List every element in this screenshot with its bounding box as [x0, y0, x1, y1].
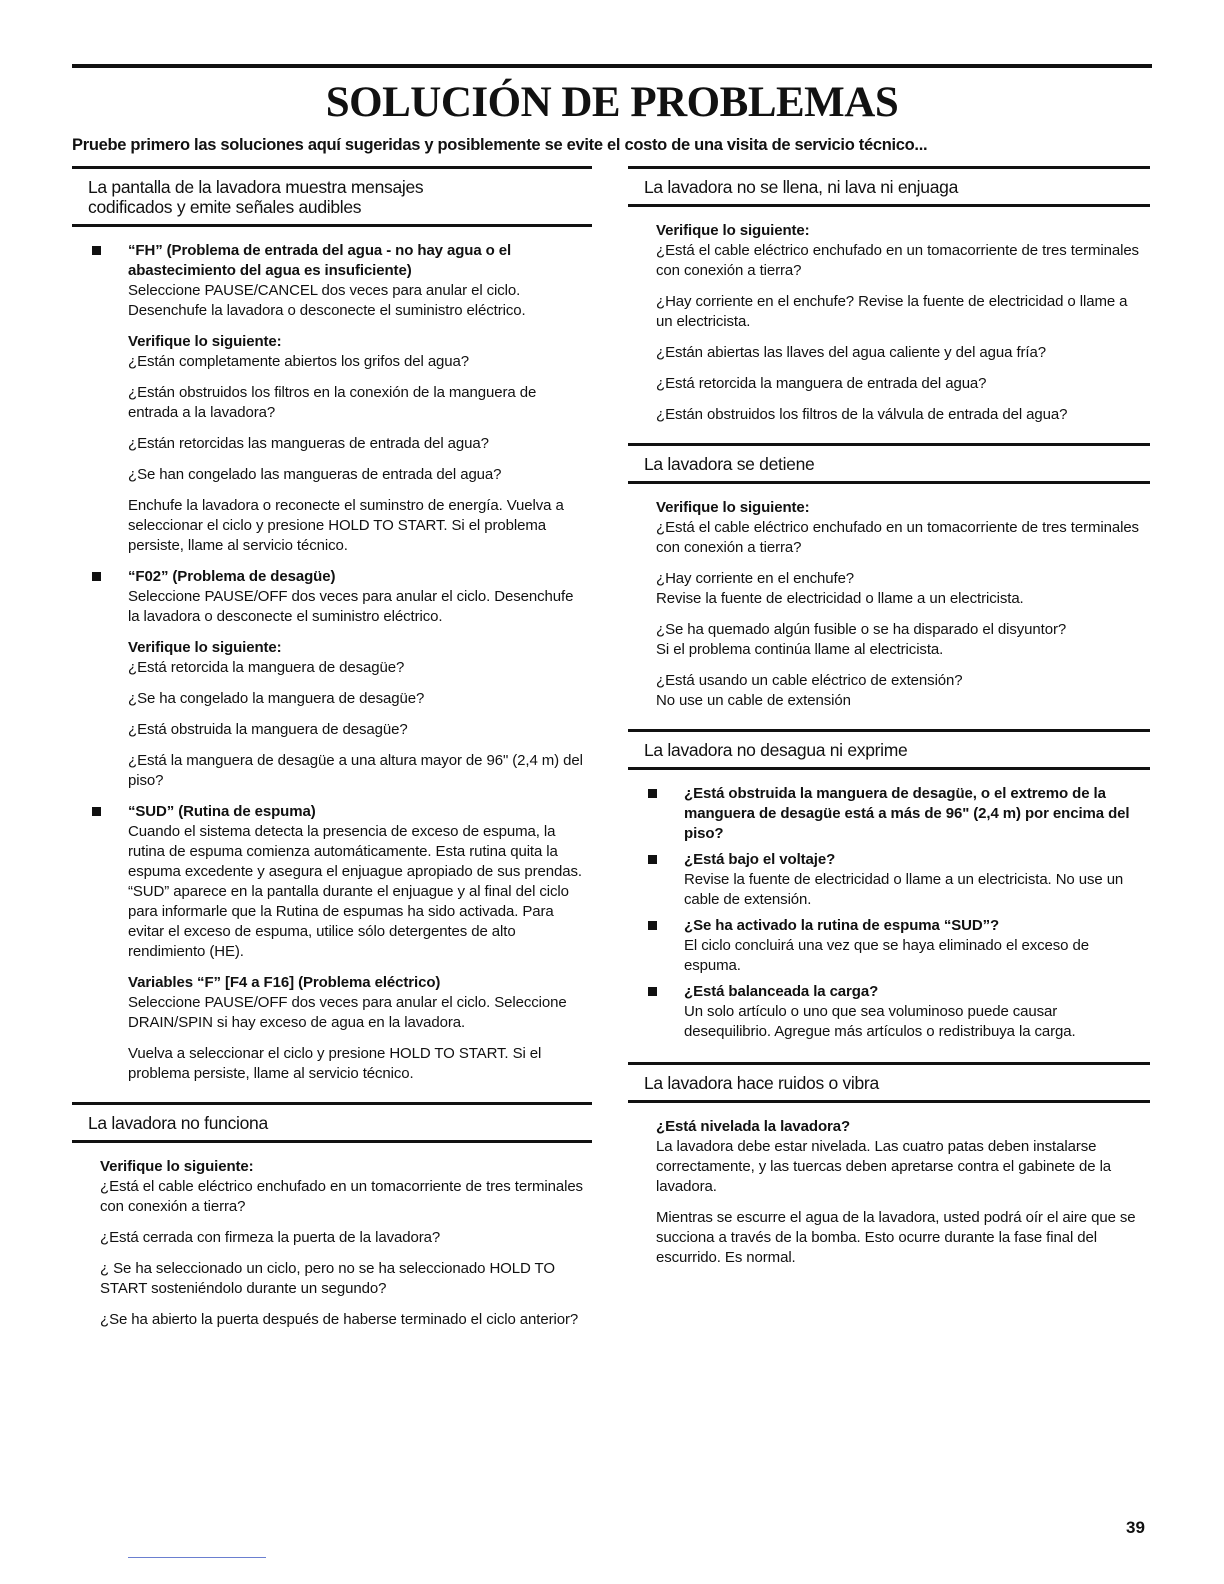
footer-link-line [128, 1557, 266, 1558]
answer: Si el problema continúa llame al electricista. [656, 641, 944, 658]
paragraph: Vuelva a seleccionar el ciclo y presione HOLD TO START. Si el problema persiste, llame al servicio técnico. [128, 1045, 542, 1082]
question: ¿Se han congelado las mangueras de entrada del agua? [128, 466, 502, 483]
question: ¿Está el cable eléctrico enchufado en un tomacorriente de tres terminales con conexión a tierra? [656, 519, 1139, 556]
section-body [628, 770, 1150, 1042]
answer: Revise la fuente de electricidad o llame a un electricista. [656, 590, 1024, 607]
section-no-drain [628, 729, 1150, 1042]
right-column [628, 166, 1150, 1279]
top-rule [72, 64, 1152, 68]
section-spacer [628, 425, 1150, 443]
section-spacer [628, 711, 1150, 729]
paragraph: Seleccione PAUSE/OFF dos veces para anular el ciclo. Desenchufe la lavadora o desconecte el suministro eléctrico. [128, 588, 574, 625]
question: ¿Se ha abierto la puerta después de haberse terminado el ciclo anterior? [100, 1311, 579, 1328]
bullet-square-icon [648, 987, 657, 996]
intro-text: Pruebe primero las soluciones aquí sugeridas y posiblemente se evite el costo de una visita de servicio técnico... [72, 136, 928, 154]
section-no-fill [628, 166, 1150, 425]
heading-line: codificados y emite señales audibles [88, 197, 362, 217]
bullet-title: ¿Está bajo el voltaje? [684, 851, 836, 868]
bullet-title: “F02” (Problema de desagüe) [128, 568, 336, 585]
bullet-item [656, 982, 1142, 1042]
section-body [72, 227, 592, 1084]
paragraph: Seleccione PAUSE/CANCEL dos veces para anular el ciclo. Desenchufe la lavadora o desconecte el suministro eléctrico. [128, 282, 526, 319]
question: ¿Está obstruida la manguera de desagüe? [128, 721, 408, 738]
section-heading: La lavadora no desagua ni exprime [628, 729, 1150, 770]
left-column [72, 166, 592, 1341]
section-body [628, 1103, 1150, 1268]
paragraph: El ciclo concluirá una vez que se haya eliminado el exceso de espuma. [684, 937, 1089, 974]
bullet-title: “SUD” (Rutina de espuma) [128, 803, 316, 820]
question: ¿Hay corriente en el enchufe? [656, 570, 855, 587]
question: ¿Está usando un cable eléctrico de extensión? [656, 672, 963, 689]
section-not-working [72, 1102, 592, 1330]
paragraph: Cuando el sistema detecta la presencia de exceso de espuma, la rutina de espuma comienza automáticamente. Esta rutina quita la espuma excedente y asegura el enjuague apropiado de sus prendas. “SUD” aparece en la pantalla durante el enjuague y al final del ciclo para informarle que la Rutina de espumas ha sido activada. Para evitar el exceso de espuma, utilice sólo detergentes de alto rendimiento (HE). [128, 823, 582, 960]
section-spacer [628, 1044, 1150, 1062]
question: ¿Hay corriente en el enchufe? Revise la fuente de electricidad o llame a un electricista. [656, 293, 1128, 330]
answer: No use un cable de extensión [656, 692, 851, 709]
bullet-item-f02 [100, 567, 584, 791]
check-label: Verifique lo siguiente: [656, 499, 810, 516]
check-label: Verifique lo siguiente: [128, 639, 282, 656]
paragraph: Mientras se escurre el agua de la lavadora, usted podrá oír el aire que se succiona a través de la bomba. Esto ocurre durante la fase final del escurrido. Es normal. [656, 1209, 1136, 1266]
bullet-square-icon [92, 572, 101, 581]
subheading: Variables “F” [F4 a F16] (Problema eléctrico) [128, 974, 441, 991]
question: ¿Están completamente abiertos los grifos del agua? [128, 353, 470, 370]
bullet-square-icon [92, 246, 101, 255]
bullet-title: ¿Está balanceada la carga? [684, 983, 879, 1000]
question: ¿Está la manguera de desagüe a una altura mayor de 96" (2,4 m) del piso? [128, 752, 583, 789]
section-heading: La lavadora hace ruidos o vibra [628, 1062, 1150, 1103]
bullet-item [656, 784, 1142, 844]
section-heading: La lavadora se detiene [628, 443, 1150, 484]
bullet-square-icon [92, 807, 101, 816]
question: ¿Está retorcida la manguera de entrada del agua? [656, 375, 987, 392]
question: ¿Están abiertas las llaves del agua caliente y del agua fría? [656, 344, 1046, 361]
bullet-item-sud [100, 802, 584, 1084]
question: ¿Están retorcidas las mangueras de entrada del agua? [128, 435, 489, 452]
section-stops [628, 443, 1150, 711]
question: ¿ Se ha seleccionado un ciclo, pero no se ha seleccionado HOLD TO START sosteniéndolo durante un segundo? [100, 1260, 555, 1297]
paragraph: Un solo artículo o uno que sea voluminoso puede causar desequilibrio. Agregue más artículos o redistribuya la carga. [684, 1003, 1076, 1040]
bullet-square-icon [648, 789, 657, 798]
question: ¿Están obstruidos los filtros en la conexión de la manguera de entrada a la lavadora? [128, 384, 537, 421]
heading-line: La pantalla de la lavadora muestra mensajes [88, 177, 424, 197]
check-label: Verifique lo siguiente: [656, 222, 810, 239]
bullet-title: ¿Se ha activado la rutina de espuma “SUD”? [684, 917, 1000, 934]
section-body [628, 207, 1150, 425]
bullet-item [656, 916, 1142, 976]
bullet-square-icon [648, 921, 657, 930]
paragraph: La lavadora debe estar nivelada. Las cuatro patas deben instalarse correctamente, y las tuercas deben apretarse contra el gabinete de la lavadora. [656, 1138, 1112, 1195]
question: ¿Están obstruidos los filtros de la válvula de entrada del agua? [656, 406, 1068, 423]
bullet-title: “FH” (Problema de entrada del agua - no hay agua o el abastecimiento del agua es insuficiente) [128, 242, 512, 279]
question: ¿Está el cable eléctrico enchufado en un tomacorriente de tres terminales con conexión a tierra? [656, 242, 1139, 279]
section-heading: La lavadora no se llena, ni lava ni enjuaga [628, 166, 1150, 207]
check-label: Verifique lo siguiente: [128, 333, 282, 350]
paragraph: Enchufe la lavadora o reconecte el suminstro de energía. Vuelva a seleccionar el ciclo y presione HOLD TO START. Si el problema persiste, llame al servicio técnico. [128, 497, 564, 554]
page-title: SOLUCIÓN DE PROBLEMAS [325, 79, 899, 126]
bullet-item-fh [100, 241, 584, 556]
page-number: 39 [1126, 1518, 1145, 1537]
question: ¿Está el cable eléctrico enchufado en un tomacorriente de tres terminales con conexión a tierra? [100, 1178, 583, 1215]
section-coded-messages [72, 166, 592, 1084]
check-label: Verifique lo siguiente: [100, 1158, 254, 1175]
question: ¿Está retorcida la manguera de desagüe? [128, 659, 405, 676]
section-body [72, 1143, 592, 1330]
question: ¿Se ha quemado algún fusible o se ha disparado el disyuntor? [656, 621, 1067, 638]
subheading: ¿Está nivelada la lavadora? [656, 1118, 851, 1135]
paragraph: Seleccione PAUSE/OFF dos veces para anular el ciclo. Seleccione DRAIN/SPIN si hay exceso de agua en la lavadora. [128, 994, 567, 1031]
section-heading [72, 166, 592, 227]
section-noise [628, 1062, 1150, 1268]
question: ¿Está cerrada con firmeza la puerta de la lavadora? [100, 1229, 441, 1246]
bullet-item [656, 850, 1142, 910]
bullet-square-icon [648, 855, 657, 864]
section-heading: La lavadora no funciona [72, 1102, 592, 1143]
paragraph: Revise la fuente de electricidad o llame a un electricista. No use un cable de extensión. [684, 871, 1124, 908]
bullet-title: ¿Está obstruida la manguera de desagüe, o el extremo de la manguera de desagüe está a más de 96" (2,4 m) por encima del piso? [684, 785, 1130, 842]
section-spacer [72, 1086, 592, 1102]
question: ¿Se ha congelado la manguera de desagüe? [128, 690, 425, 707]
section-body [628, 484, 1150, 711]
